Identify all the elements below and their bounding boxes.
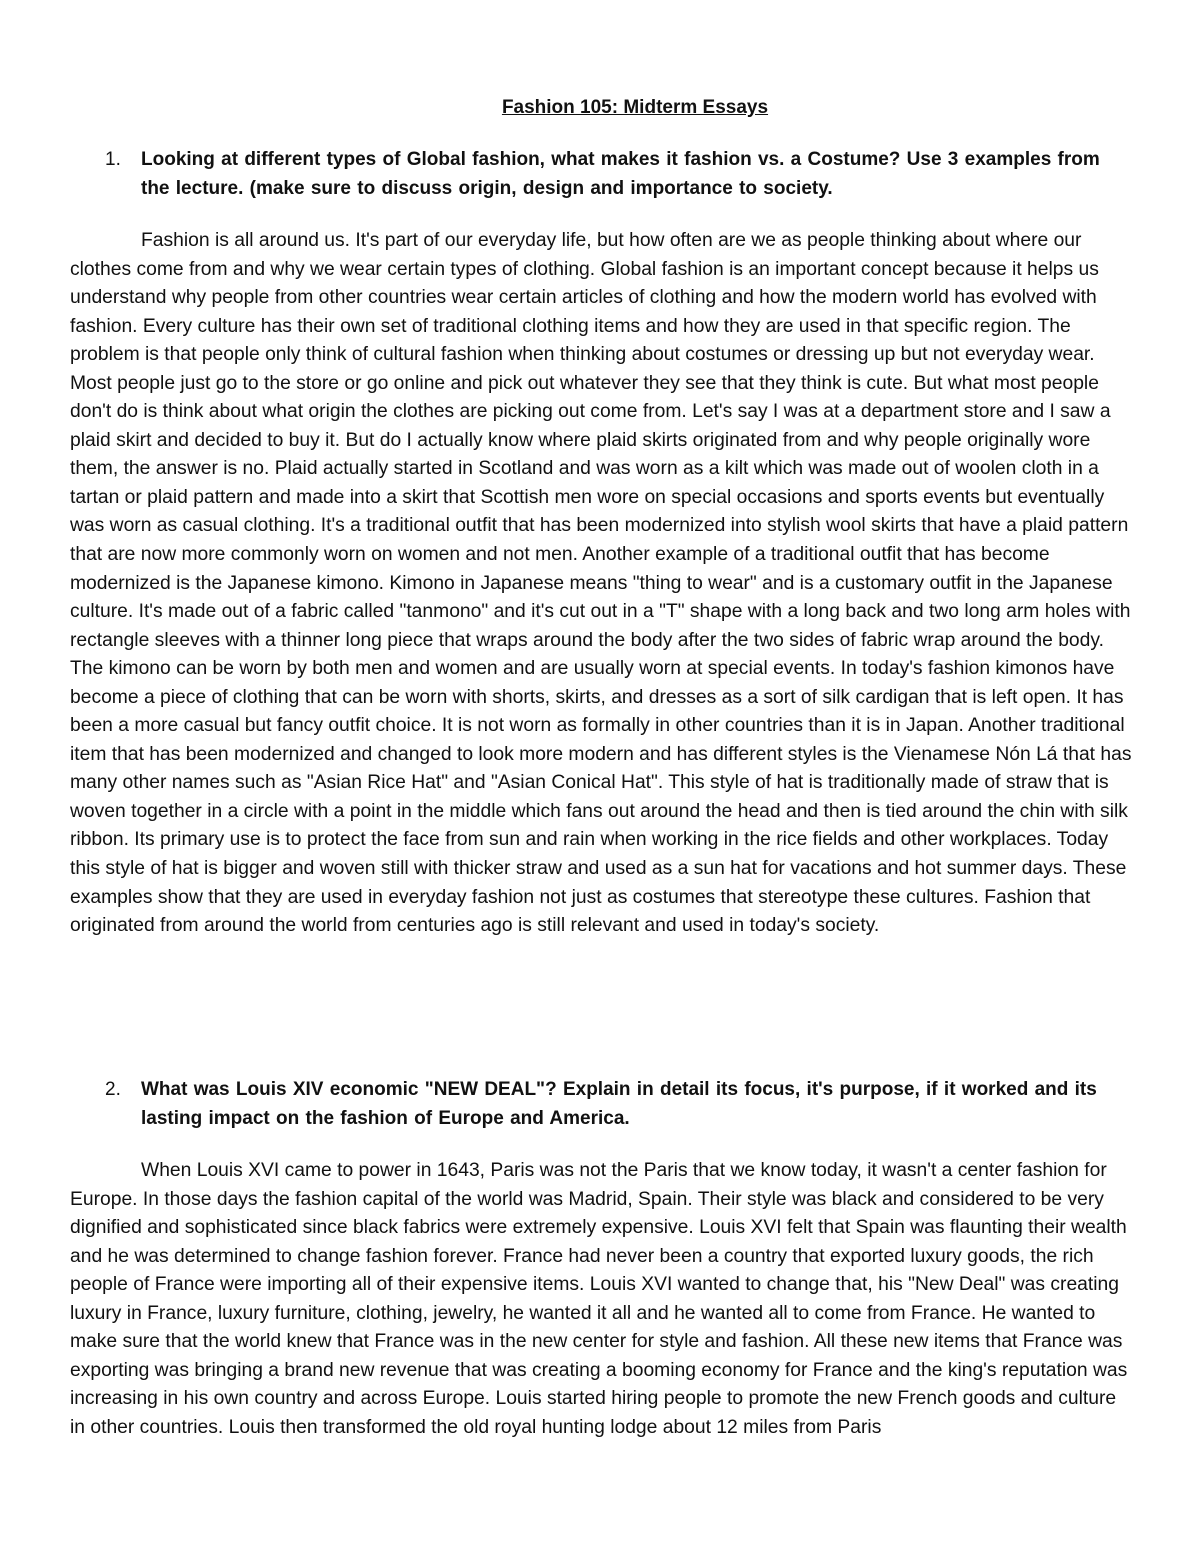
question-number: 1.: [105, 149, 121, 170]
question-prompt: What was Louis XIV economic "NEW DEAL"? Explain in detail its focus, it's purpose, if it worked and its lasting impact on the fashion of Europe and America.: [141, 1079, 1097, 1129]
question-prompt: Looking at different types of Global fashion, what makes it fashion vs. a Costume? Use 3 examples from the lecture. (make sure to discuss origin, design and importance to society.: [141, 149, 1100, 199]
question-number: 2.: [105, 1079, 121, 1100]
essay-answer-1: Fashion is all around us. It's part of our everyday life, but how often are we as people thinking about where our clothes come from and why we wear certain types of clothing. Global fashion is an important concept because it helps us understand why people from other countries wear certain articles of clothing and how the modern world has evolved with fashion. Every culture has their own set of traditional clothing items and how they are used in that specific region. The problem is that people only think of cultural fashion when thinking about costumes or dressing up but not everyday wear. Most people just go to the store or go online and pick out whatever they see that they think is cute. But what most people don't do is think about what origin the clothes are picking out come from. Let's say I was at a department store and I saw a plaid skirt and decided to buy it. But do I actually know where plaid skirts originated from and why people originally wore them, the answer is no. Plaid actually started in Scotland and was worn as a kilt which was made out of woolen cloth in a tartan or plaid pattern and made into a skirt that Scottish men wore on special occasions and sports events but eventually was worn as casual clothing. It's a traditional outfit that has been modernized into stylish wool skirts that have a plaid pattern that are now more commonly worn on women and not men. Another example of a traditional outfit that has become modernized is the Japanese kimono. Kimono in Japanese means "thing to wear" and is a customary outfit in the Japanese culture. It's made out of a fabric called "tanmono" and it's cut out in a "T" shape with a long back and two long arm holes with rectangle sleeves with a thinner long piece that wraps around the body after the two sides of fabric wrap around the body. The kimono can be worn by both men and women and are usually worn at special events. In today's fashion kimonos have become a piece of clothing that can be worn with shorts, skirts, and dresses as a sort of silk cardigan that is left open. It has been a more casual but fancy outfit choice. It is not worn as formally in other countries than it is in Japan. Another traditional item that has been modernized and changed to look more modern and has different styles is the Vienamese Nón Lá that has many other names such as "Asian Rice Hat" and "Asian Conical Hat". This style of hat is traditionally made of straw that is woven together in a circle with a point in the middle which fans out around the head and then is tied around the chin with silk ribbon. Its primary use is to protect the face from sun and rain when working in the rice fields and other workplaces. Today this style of hat is bigger and woven still with thicker straw and used as a sun hat for vacations and hot summer days. These examples show that they are used in everyday fashion not just as costumes that stereotype these cultures. Fashion that originated from around the world from centuries ago is still relevant and used in today's society.: [70, 230, 1132, 937]
essay-answer-2: When Louis XVI came to power in 1643, Paris was not the Paris that we know today, it wasn't a center fashion for Europe. In those days the fashion capital of the world was Madrid, Spain. Their style was black and considered to be very dignified and sophisticated since black fabrics were extremely expensive. Louis XVI felt that Spain was flaunting their wealth and he was determined to change fashion forever. France had never been a country that exported luxury goods, the rich people of France were importing all of their expensive items. Louis XVI wanted to change that, his "New Deal" was creating luxury in France, luxury furniture, clothing, jewelry, he wanted it all and he wanted all to come from France. He wanted to make sure that the world knew that France was in the new center for style and fashion. All these new items that France was exporting was bringing a brand new revenue that was creating a booming economy for France and the king's reputation was increasing in his own country and across Europe. Louis started hiring people to promote the new French goods and culture in other countries. Louis then transformed the old royal hunting lodge about 12 miles from Paris: [70, 1160, 1128, 1438]
question-2: [105, 1076, 1125, 1133]
document-title: Fashion 105: Midterm Essays: [501, 97, 769, 118]
question-1: [105, 146, 1125, 203]
